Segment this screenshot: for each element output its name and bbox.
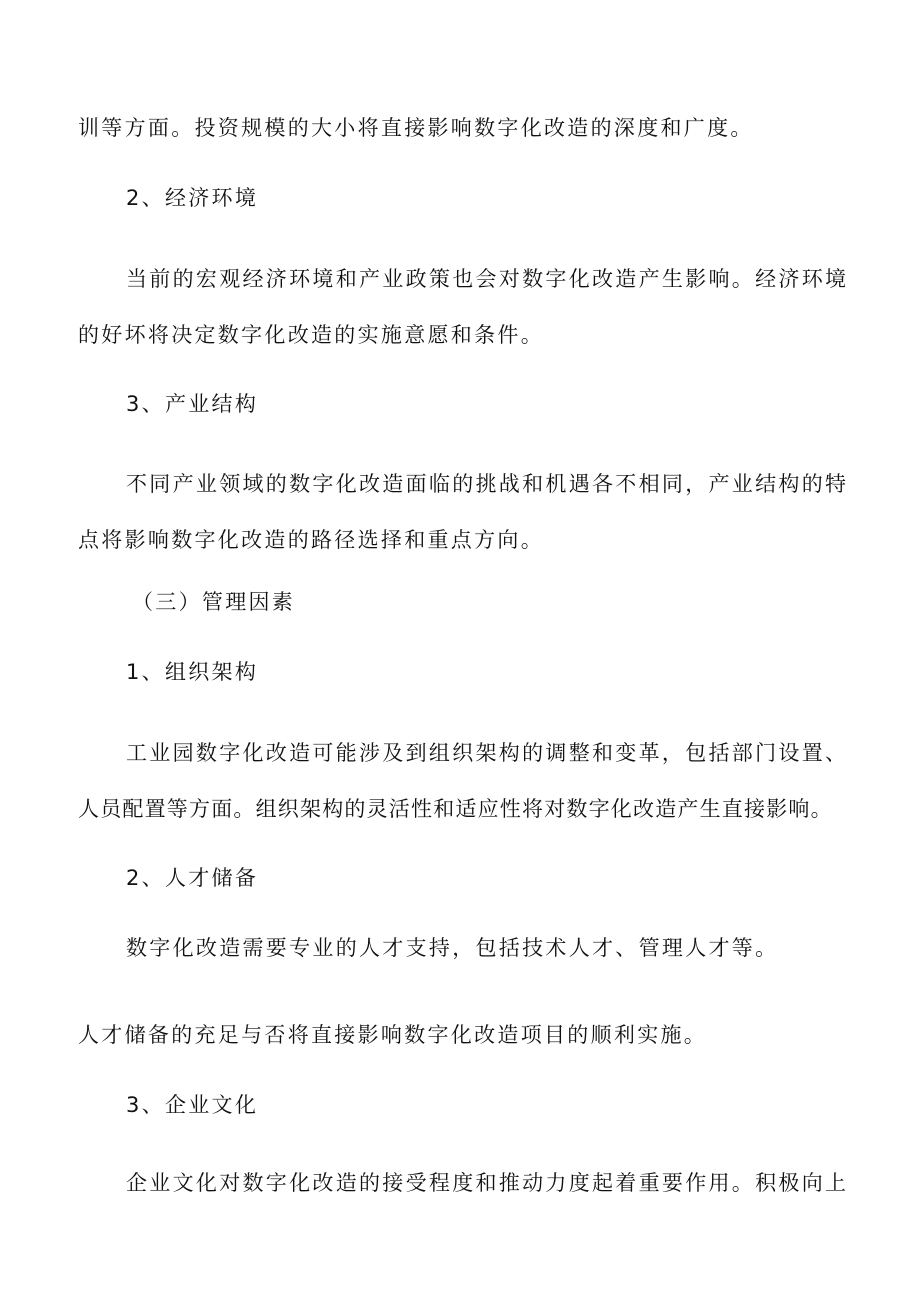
paragraph-line: 人才储备的充足与否将直接影响数字化改造项目的顺利实施。 [78,1023,708,1047]
paragraph-line: 人员配置等方面。组织架构的灵活性和适应性将对数字化改造产生直接影响。 [78,797,833,821]
section-heading: 3、企业文化 [126,1093,259,1117]
paragraph-line: 工业园数字化改造可能涉及到组织架构的调整和变革，包括部门设置、 [126,741,849,765]
section-heading: 3、产业结构 [126,392,259,416]
paragraph-line: 的好坏将决定数字化改造的实施意愿和条件。 [78,323,544,347]
paragraph-line: 不同产业领域的数字化改造面临的挑战和机遇各不相同，产业结构的特 [126,472,849,496]
paragraph-line: 点将影响数字化改造的路径选择和重点方向。 [78,528,544,552]
section-heading: 2、经济环境 [126,186,259,210]
paragraph-line: 训等方面。投资规模的大小将直接影响数字化改造的深度和广度。 [78,116,754,140]
paragraph-line: 企业文化对数字化改造的接受程度和推动力度起着重要作用。积极向上 [126,1171,849,1195]
section-heading: 1、组织架构 [126,660,259,684]
paragraph-line: 当前的宏观经济环境和产业政策也会对数字化改造产生影响。经济环境 [126,267,849,291]
chapter-heading: （三）管理因素 [132,590,296,614]
paragraph-line: 数字化改造需要专业的人才支持，包括技术人才、管理人才等。 [126,936,779,960]
section-heading: 2、人才储备 [126,866,259,890]
